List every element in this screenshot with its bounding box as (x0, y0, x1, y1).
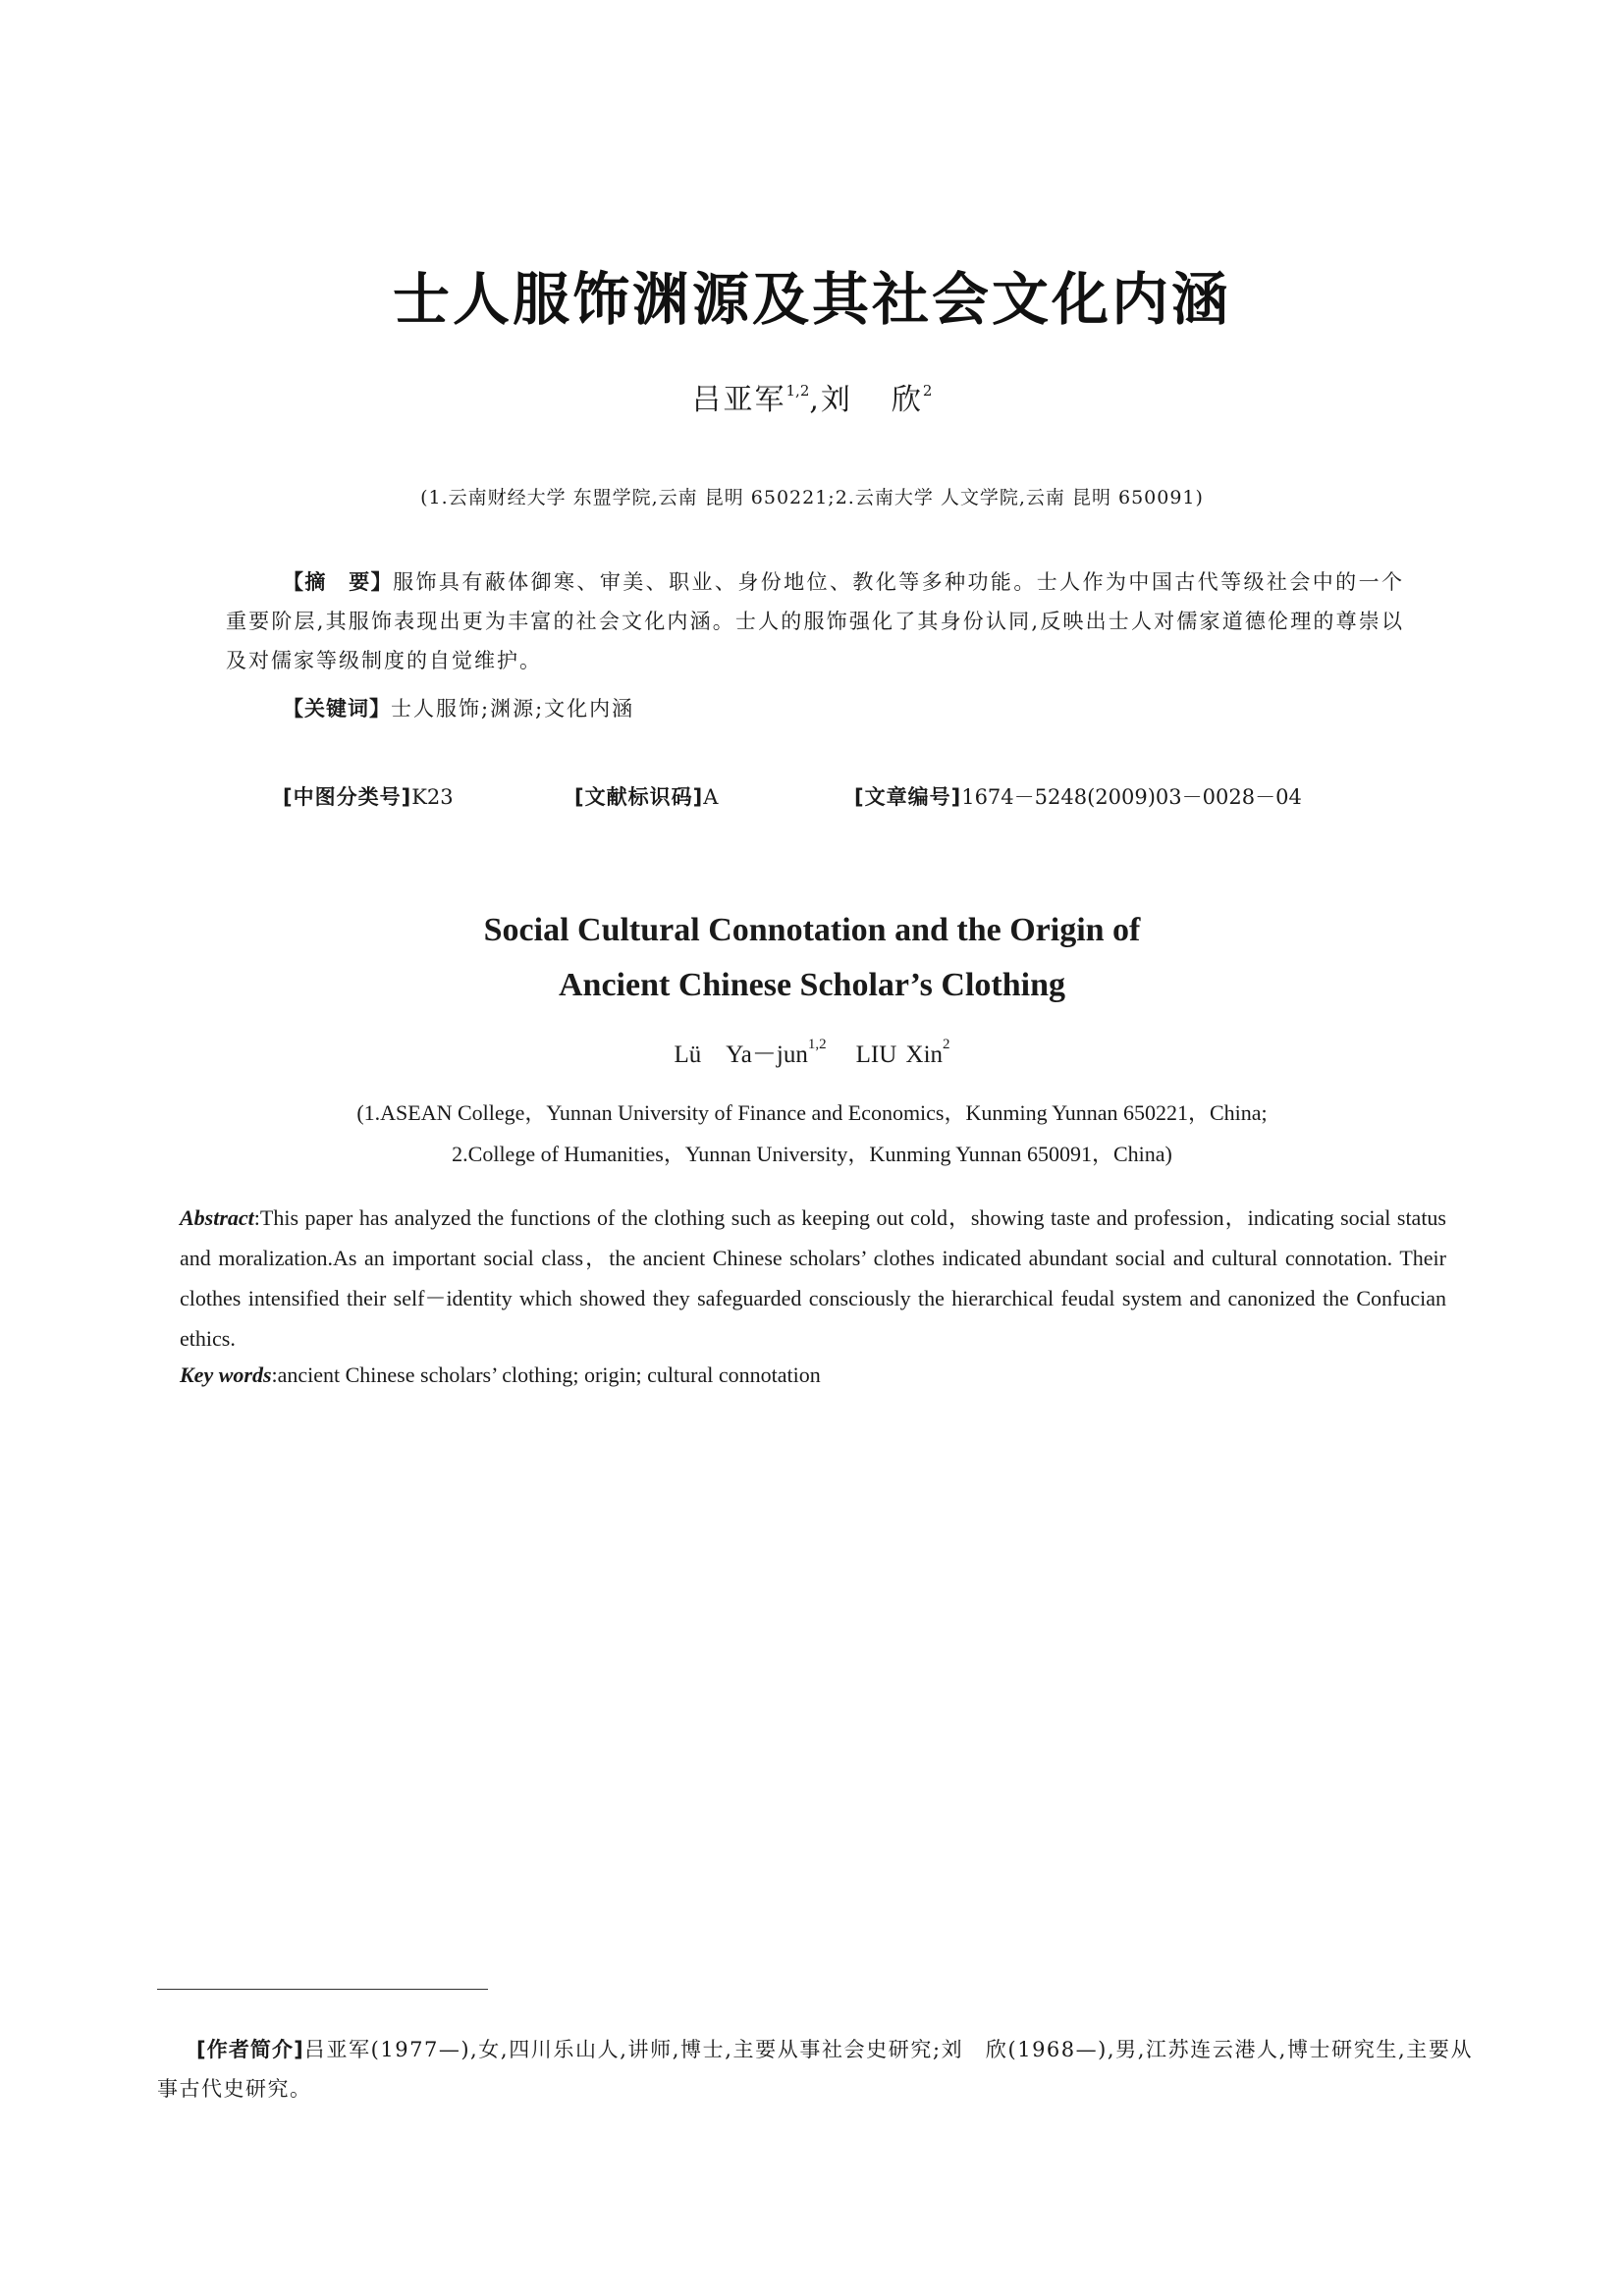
document-code-label: [文献标识码] (574, 785, 704, 809)
chinese-abstract (226, 562, 1404, 680)
english-title-line-2: Ancient Chinese Scholar’s Clothing (559, 967, 1065, 1003)
footnote-divider (157, 1989, 488, 1990)
english-author-1: Lü Ya－jun (674, 1041, 808, 1068)
english-author-2-affil-marker: 2 (943, 1037, 950, 1052)
clc-value: K23 (411, 785, 454, 809)
english-author-1-affil-marker: 1,2 (807, 1037, 827, 1052)
english-keywords (180, 1362, 1446, 1388)
author-separator: ,刘 (809, 383, 852, 417)
chinese-abstract-text: 服饰具有蔽体御寒、审美、职业、身份地位、教化等多种功能。士人作为中国古代等级社会中的一个重要阶层,其服饰表现出更为丰富的社会文化内涵。士人的服饰强化了其身份认同,反映出士人对儒家道德伦理的尊崇以及对儒家等级制度的自觉维护。 (226, 570, 1405, 672)
chinese-affiliation: (1.云南财经大学 东盟学院,云南 昆明 650221;2.云南大学 人文学院,云南 昆明 650091) (420, 487, 1204, 508)
english-keywords-text: :ancient Chinese scholars’ clothing; origin; cultural connotation (271, 1362, 821, 1387)
english-affiliation (0, 1093, 1624, 1175)
article-number-value: 1674－5248(2009)03－0028－04 (961, 785, 1302, 809)
clc-number (283, 781, 454, 811)
chinese-abstract-label: 【摘 要】 (283, 570, 394, 594)
english-abstract-label: Abstract (180, 1205, 254, 1230)
english-abstract (180, 1198, 1446, 1359)
author-1-name: 吕亚军 (691, 383, 786, 417)
author-1-affil-marker: 1,2 (785, 382, 810, 400)
author-2-affil-marker: 2 (922, 382, 933, 400)
author-bio-footnote (157, 2030, 1473, 2109)
english-author-2: LIU Xin (855, 1041, 944, 1068)
english-title (0, 903, 1624, 1013)
english-keywords-label: Key words (180, 1362, 272, 1387)
english-title-line-1: Social Cultural Connotation and the Origin of (483, 912, 1141, 948)
chinese-title: 士人服饰渊源及其社会文化内涵 (392, 266, 1231, 333)
footnote-text: 吕亚军(1977—),女,四川乐山人,讲师,博士,主要从事社会史研究;刘 欣(1968—),男,江苏连云港人,博士研究生,主要从事古代史研究。 (157, 2038, 1473, 2101)
english-affiliation-line-1: (1.ASEAN College，Yunnan University of Finance and Economics，Kunming Yunnan 650221，China; (356, 1100, 1268, 1125)
article-number-label: [文章编号] (854, 785, 962, 809)
chinese-authors (0, 375, 1624, 418)
footnote-label: [作者简介] (196, 2038, 304, 2061)
document-code (574, 781, 718, 811)
chinese-keywords (283, 693, 634, 722)
english-abstract-text: :This paper has analyzed the functions of the clothing such as keeping out cold，showing taste and profession，indicating social status and moralization.As an important social class，the ancient Chinese scholars’ clothes indicated abundant social and cultural connotation. Their clothes intensified their self－identity which showed they safeguarded consciously the hierarchical feudal system and canonized the Confucian ethics. (180, 1205, 1446, 1351)
chinese-keywords-label: 【关键词】 (283, 697, 391, 721)
document-code-value: A (703, 785, 719, 809)
english-authors (0, 1035, 1624, 1070)
english-affiliation-line-2: 2.College of Humanities，Yunnan University，Kunming Yunnan 650091，China) (452, 1142, 1172, 1166)
clc-label: [中图分类号] (283, 785, 412, 809)
article-number (854, 781, 1302, 811)
chinese-keywords-text: 士人服饰;渊源;文化内涵 (391, 697, 635, 721)
author-2-name: 欣 (891, 383, 923, 417)
